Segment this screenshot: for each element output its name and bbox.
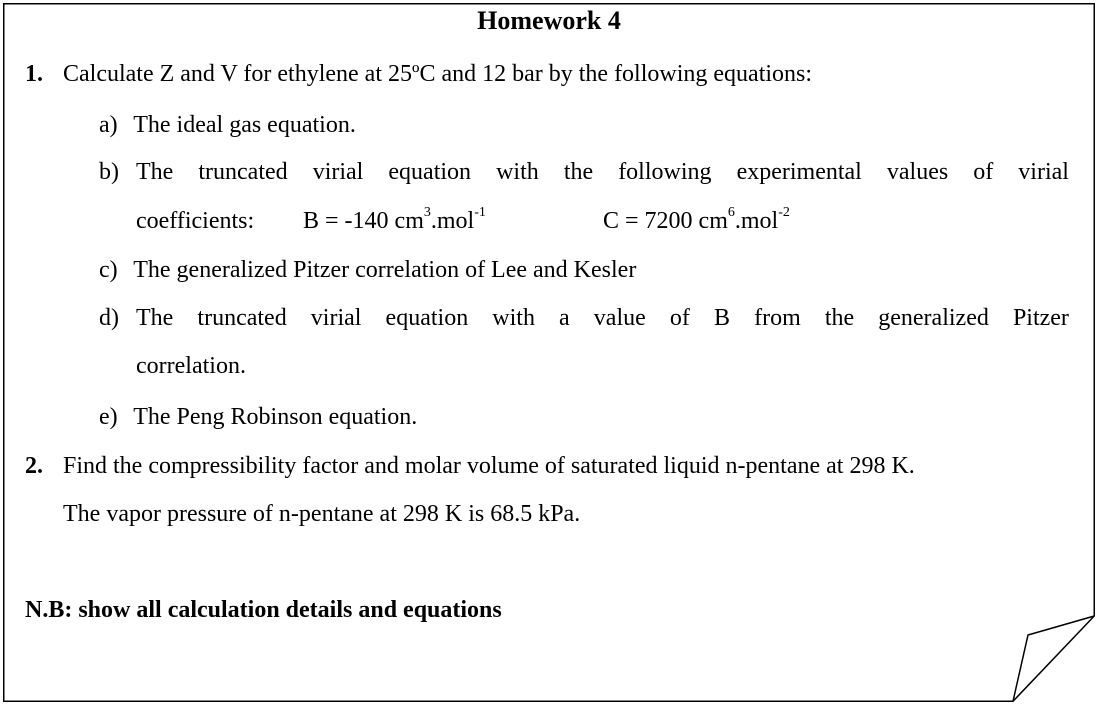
item-text: The Peng Robinson equation. — [133, 404, 418, 430]
coefficient-b-value: B = -140 cm — [303, 208, 424, 234]
word: equation — [388, 159, 472, 185]
item-b-line-1 — [136, 157, 1069, 187]
item-letter: e) — [99, 404, 118, 430]
word: virial — [310, 305, 362, 331]
word: the — [563, 159, 594, 185]
word: Pitzer — [1012, 305, 1069, 331]
unit: .mol — [734, 208, 779, 234]
word: value — [593, 305, 646, 331]
exponent: 3 — [423, 205, 431, 220]
item-b — [99, 157, 119, 187]
note: N.B: show all calculation details and equations — [25, 597, 502, 623]
coefficient-b — [303, 206, 486, 236]
question-1 — [25, 59, 812, 89]
word: generalized — [878, 305, 989, 331]
word: truncated — [198, 159, 288, 185]
item-a — [99, 110, 356, 140]
coefficients-label: coefficients: — [136, 208, 255, 234]
word: of — [973, 159, 994, 185]
question-2-line-2: The vapor pressure of n-pentane at 298 K is 68.5 kPa. — [63, 501, 581, 527]
item-d-line-1 — [136, 303, 1069, 333]
item-d-line-2: correlation. — [136, 353, 246, 379]
page-title: Homework 4 — [477, 6, 621, 35]
word: with — [496, 159, 539, 185]
question-2 — [25, 451, 915, 481]
exponent: -2 — [778, 205, 790, 220]
item-text: The ideal gas equation. — [133, 112, 356, 138]
word: from — [754, 305, 801, 331]
word: The — [136, 305, 174, 331]
word: a — [559, 305, 570, 331]
question-number: 2. — [25, 453, 43, 479]
word: virial — [1018, 159, 1069, 185]
item-text: The generalized Pitzer correlation of Lee and Kesler — [133, 257, 637, 283]
word: truncated — [197, 305, 287, 331]
coefficient-c — [603, 206, 790, 236]
word: of — [669, 305, 690, 331]
word: B — [713, 305, 730, 331]
item-e — [99, 402, 417, 432]
word: values — [886, 159, 949, 185]
coefficient-c-value: C = 7200 cm — [603, 208, 728, 234]
item-letter: a) — [99, 112, 118, 138]
unit: .mol — [430, 208, 475, 234]
item-letter: b) — [99, 159, 119, 185]
homework-sheet — [3, 3, 1095, 702]
item-d — [99, 303, 119, 333]
word: The — [136, 159, 174, 185]
exponent: -1 — [474, 205, 486, 220]
word: virial — [312, 159, 364, 185]
word: the — [824, 305, 855, 331]
word: experimental — [736, 159, 862, 185]
item-c — [99, 255, 636, 285]
item-letter: c) — [99, 257, 118, 283]
question-text: Find the compressibility factor and molar volume of saturated liquid n-pentane at 298 K. — [63, 453, 915, 479]
question-text: Calculate Z and V for ethylene at 25ºC and 12 bar by the following equations: — [63, 61, 813, 87]
word: equation — [385, 305, 469, 331]
exponent: 6 — [727, 205, 735, 220]
item-letter: d) — [99, 305, 119, 331]
question-number: 1. — [25, 61, 43, 87]
word: with — [492, 305, 535, 331]
word: following — [618, 159, 712, 185]
